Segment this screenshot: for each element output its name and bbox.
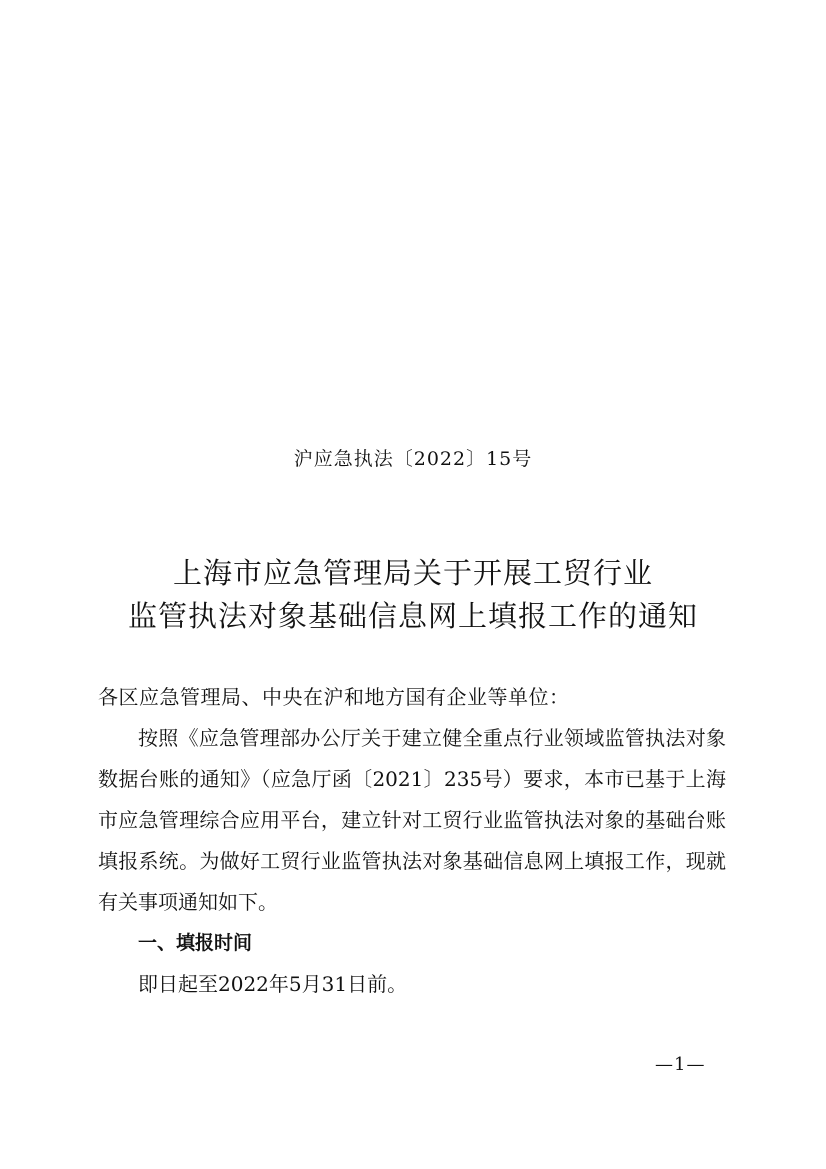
title-line-1: 上海市应急管理局关于开展工贸行业 xyxy=(172,556,653,590)
salutation: 各区应急管理局、中央在沪和地方国有企业等单位： xyxy=(98,685,570,709)
document-title xyxy=(0,552,826,638)
section-heading: 一、填报时间 xyxy=(138,932,253,954)
intro-paragraph: 按照《应急管理部办公厅关于建立健全重点行业领域监管执法对象数据台账的通知》（应急厅函〔2021〕235号）要求，本市已基于上海市应急管理综合应用平台，建立针对工贸行业监管执法对象的基础台账填报系统。为做好工贸行业监管执法对象基础信息网上填报工作，现就有关事项通知如下。 xyxy=(98,726,726,914)
document-body xyxy=(98,677,726,1005)
page-number: —1— xyxy=(655,1054,706,1075)
title-line-2: 监管执法对象基础信息网上填报工作的通知 xyxy=(127,599,698,633)
section-text: 即日起至2022年5月31日前。 xyxy=(138,972,408,996)
document-number: 沪应急执法〔2022〕15号 xyxy=(293,448,533,470)
